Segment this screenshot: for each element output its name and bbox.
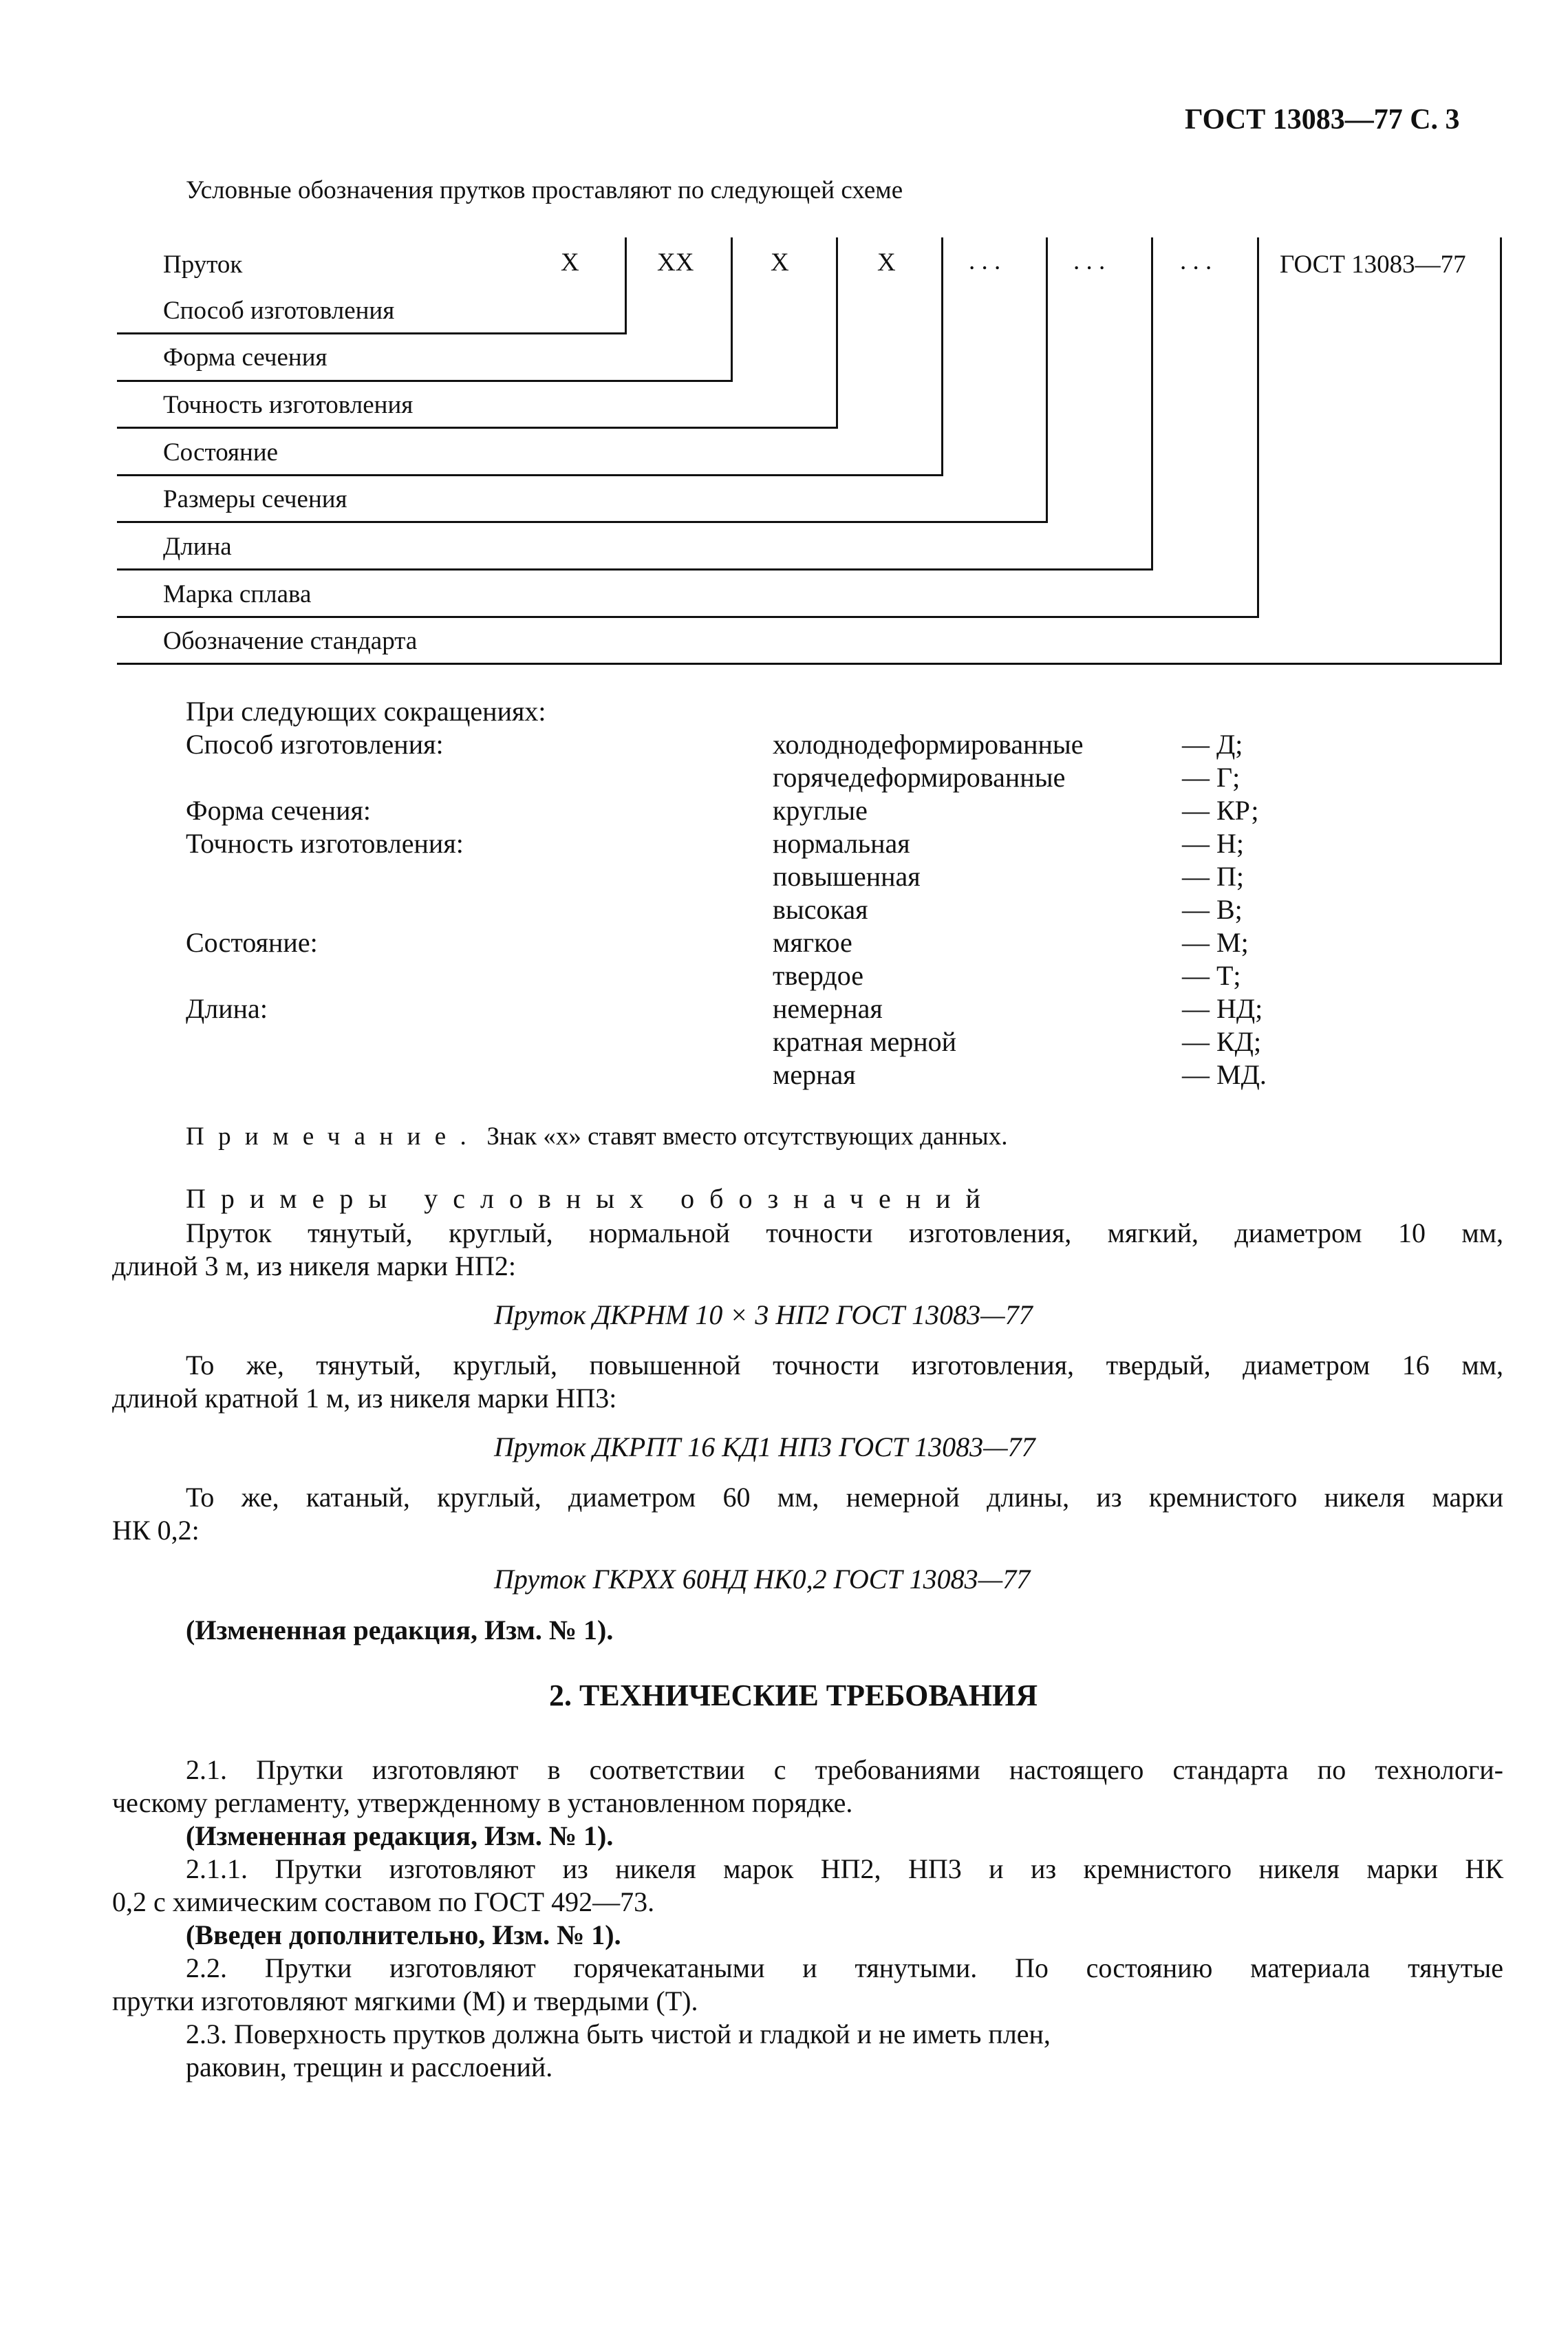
example-text: Пруток тянутый, круглый, нормальной точности изготовления, мягкий, диаметром 10 мм, <box>186 1217 1503 1248</box>
abbrev-item-code: — П; <box>1182 861 1244 892</box>
abbrev-item-name: кратная мерной <box>773 1026 957 1057</box>
paragraph-2-2: 2.2. Прутки изготовляют горячекатаными и тянутыми. По состоянию материала тянутые <box>186 1952 1503 1983</box>
abbrev-group-label: Точность изготовления: <box>186 828 464 859</box>
paragraph-2-1-1-cont: 0,2 с химическим составом по ГОСТ 492—73. <box>112 1886 655 1917</box>
example-text: То же, тянутый, круглый, повышенной точности изготовления, твердый, диаметром 16 мм, <box>186 1350 1503 1381</box>
abbrev-item-name: холоднодеформированные <box>773 729 1084 760</box>
abbrev-item-code: — Н; <box>1182 828 1244 859</box>
scheme-row-label: Размеры сечения <box>163 485 347 513</box>
abbrev-item-code: — КД; <box>1182 1026 1262 1057</box>
scheme-slot-5: . . . <box>969 247 1001 275</box>
example-text: длиной 3 м, из никеля марки НП2: <box>112 1250 516 1281</box>
abbrev-item-name: повышенная <box>773 861 921 892</box>
scheme-row-label: Обозначение стандарта <box>163 627 418 655</box>
scheme-slot-3: X <box>771 248 789 277</box>
scheme-rule <box>117 521 1048 523</box>
scheme-divider <box>1257 237 1259 617</box>
scheme-row-label: Точность изготовления <box>163 391 414 419</box>
paragraph-2-1-cont: ческому регламенту, утвержденному в установленном порядке. <box>112 1787 853 1818</box>
abbrev-item-code: — Т; <box>1182 960 1241 991</box>
scheme-divider <box>625 237 627 334</box>
scheme-slot-7: . . . <box>1180 247 1212 275</box>
example-text: НК 0,2: <box>112 1515 200 1546</box>
scheme-rule <box>117 474 943 476</box>
example-text: длиной кратной 1 м, из никеля марки НП3: <box>112 1383 617 1414</box>
example-designation: Пруток ГКРХХ 60НД НК0,2 ГОСТ 13083—77 <box>494 1564 1031 1595</box>
abbrev-item-code: — Г; <box>1182 762 1241 793</box>
scheme-row-label: Форма сечения <box>163 343 327 372</box>
scheme-intro: Условные обозначения прутков проставляют по следующей схеме <box>186 176 903 204</box>
abbrev-item-name: твердое <box>773 960 863 991</box>
abbrev-item-name: мягкое <box>773 927 852 958</box>
abbrev-group-label: Форма сечения: <box>186 795 371 826</box>
abbrev-item-code: — НД; <box>1182 993 1263 1024</box>
abbrev-item-name: круглые <box>773 795 868 826</box>
note <box>186 1122 1008 1151</box>
page-header: ГОСТ 13083—77 С. 3 <box>1185 104 1460 136</box>
abbrev-item-name: высокая <box>773 894 868 925</box>
scheme-row-label: Способ изготовления <box>163 297 395 325</box>
scheme-divider <box>1046 237 1048 522</box>
abbrev-item-name: немерная <box>773 993 883 1024</box>
example-designation: Пруток ДКРНМ 10 × 3 НП2 ГОСТ 13083—77 <box>494 1299 1033 1330</box>
scheme-rule <box>117 616 1259 618</box>
abbrev-item-code: — КР; <box>1182 795 1259 826</box>
scheme-rule <box>117 380 733 382</box>
scheme-slot-4: X <box>877 248 896 277</box>
scheme-divider <box>1151 237 1153 570</box>
abbrev-item-code: — В; <box>1182 894 1243 925</box>
example-text: То же, катаный, круглый, диаметром 60 мм, немерной длины, из кремнистого никеля марки <box>186 1482 1503 1513</box>
note-label: Примечание. <box>186 1122 481 1151</box>
scheme-rule <box>117 568 1153 571</box>
revision-note: (Измененная редакция, Изм. № 1). <box>186 1820 614 1851</box>
revision-note: (Измененная редакция, Изм. № 1). <box>186 1615 614 1645</box>
abbrev-item-code: — Д; <box>1182 729 1243 760</box>
scheme-slot-2: XX <box>657 248 694 277</box>
examples-heading: Примеры условных обозначений <box>186 1183 996 1214</box>
paragraph-2-2-cont: прутки изготовляют мягкими (М) и твердыми (Т). <box>112 1985 698 2016</box>
paragraph-2-1: 2.1. Прутки изготовляют в соответствии с требованиями настоящего стандарта по технологи- <box>186 1754 1503 1785</box>
abbrev-intro: При следующих сокращениях: <box>186 696 546 727</box>
example-designation: Пруток ДКРПТ 16 КД1 НП3 ГОСТ 13083—77 <box>494 1431 1035 1462</box>
abbrev-item-name: горячедеформированные <box>773 762 1066 793</box>
abbrev-group-label: Длина: <box>186 993 268 1024</box>
section-title: 2. ТЕХНИЧЕСКИЕ ТРЕБОВАНИЯ <box>549 1679 1038 1712</box>
scheme-product-label: Пруток <box>163 251 243 279</box>
abbrev-item-name: мерная <box>773 1059 856 1090</box>
scheme-rule <box>117 427 838 429</box>
scheme-rule <box>117 663 1502 665</box>
note-text: Знак «x» ставят вместо отсутствующих данных. <box>486 1122 1008 1151</box>
scheme-slot-6: . . . <box>1073 247 1106 275</box>
paragraph-2-3: 2.3. Поверхность прутков должна быть чистой и гладкой и не иметь плен, <box>186 2018 1051 2049</box>
scheme-rule <box>117 332 627 334</box>
abbrev-group-label: Состояние: <box>186 927 318 958</box>
scheme-divider <box>731 237 733 381</box>
scheme-divider <box>1500 237 1502 664</box>
abbrev-item-code: — М; <box>1182 927 1249 958</box>
abbrev-item-code: — МД. <box>1182 1059 1267 1090</box>
paragraph-2-1-1: 2.1.1. Прутки изготовляют из никеля марок НП2, НП3 и из кремнистого никеля марки НК <box>186 1853 1503 1884</box>
paragraph-2-3-cont: раковин, трещин и расслоений. <box>186 2052 553 2082</box>
scheme-slot-1: X <box>561 248 579 277</box>
scheme-row-label: Состояние <box>163 438 279 467</box>
abbrev-item-name: нормальная <box>773 828 910 859</box>
scheme-divider <box>941 237 943 476</box>
scheme-row-label: Марка сплава <box>163 580 312 608</box>
revision-note: (Введен дополнительно, Изм. № 1). <box>186 1919 621 1950</box>
scheme-divider <box>836 237 838 428</box>
scheme-standard: ГОСТ 13083—77 <box>1280 251 1466 279</box>
scheme-row-label: Длина <box>163 533 232 561</box>
abbrev-group-label: Способ изготовления: <box>186 729 444 760</box>
